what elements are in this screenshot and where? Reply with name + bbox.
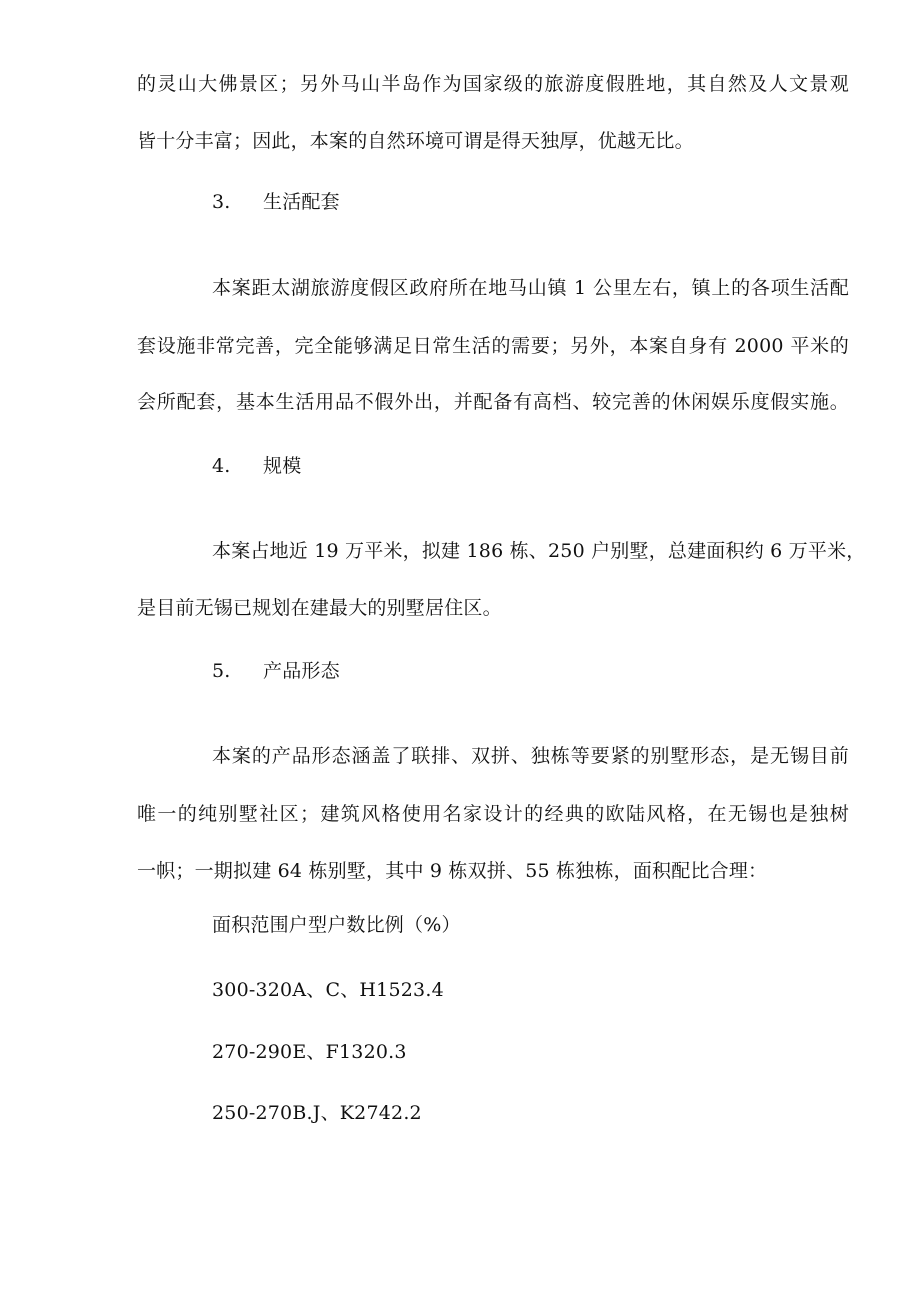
paragraph-line: 一帜；一期拟建 64 栋别墅，其中 9 栋双拼、55 栋独栋，面积配比合理： — [137, 860, 768, 882]
paragraph-line: 本案的产品形态涵盖了联排、双拼、独栋等要紧的别墅形态，是无锡目前 — [212, 745, 849, 767]
section-title: 产品形态 — [263, 660, 340, 682]
table-header: 面积范围户型户数比例（%） — [212, 914, 461, 936]
section-number: 3. — [212, 191, 231, 213]
paragraph-line: 的灵山大佛景区；另外马山半岛作为国家级的旅游度假胜地，其自然及人文景观 — [137, 73, 849, 95]
paragraph-line: 套设施非常完善，完全能够满足日常生活的需要；另外，本案自身有 2000 平米的 — [137, 335, 849, 357]
table-row: 270-290E、F1320.3 — [212, 1041, 407, 1063]
paragraph-line: 本案距太湖旅游度假区政府所在地马山镇 1 公里左右，镇上的各项生活配 — [212, 277, 849, 299]
paragraph-line: 会所配套，基本生活用品不假外出，并配备有高档、较完善的休闲娱乐度假实施。 — [137, 391, 849, 413]
section-number: 4. — [212, 455, 231, 477]
section-number: 5. — [212, 660, 231, 682]
table-row: 250-270B.J、K2742.2 — [212, 1102, 422, 1124]
paragraph-line: 是目前无锡已规划在建最大的别墅居住区。 — [137, 597, 502, 619]
table-row: 300-320A、C、H1523.4 — [212, 979, 444, 1001]
paragraph-line: 本案占地近 19 万平米，拟建 186 栋、250 户别墅，总建面积约 6 万平米， — [212, 540, 866, 562]
paragraph-line: 皆十分丰富；因此，本案的自然环境可谓是得天独厚，优越无比。 — [137, 130, 694, 152]
section-title: 生活配套 — [263, 191, 340, 213]
paragraph-line: 唯一的纯别墅社区；建筑风格使用名家设计的经典的欧陆风格，在无锡也是独树 — [137, 803, 849, 825]
section-title: 规模 — [263, 455, 302, 477]
